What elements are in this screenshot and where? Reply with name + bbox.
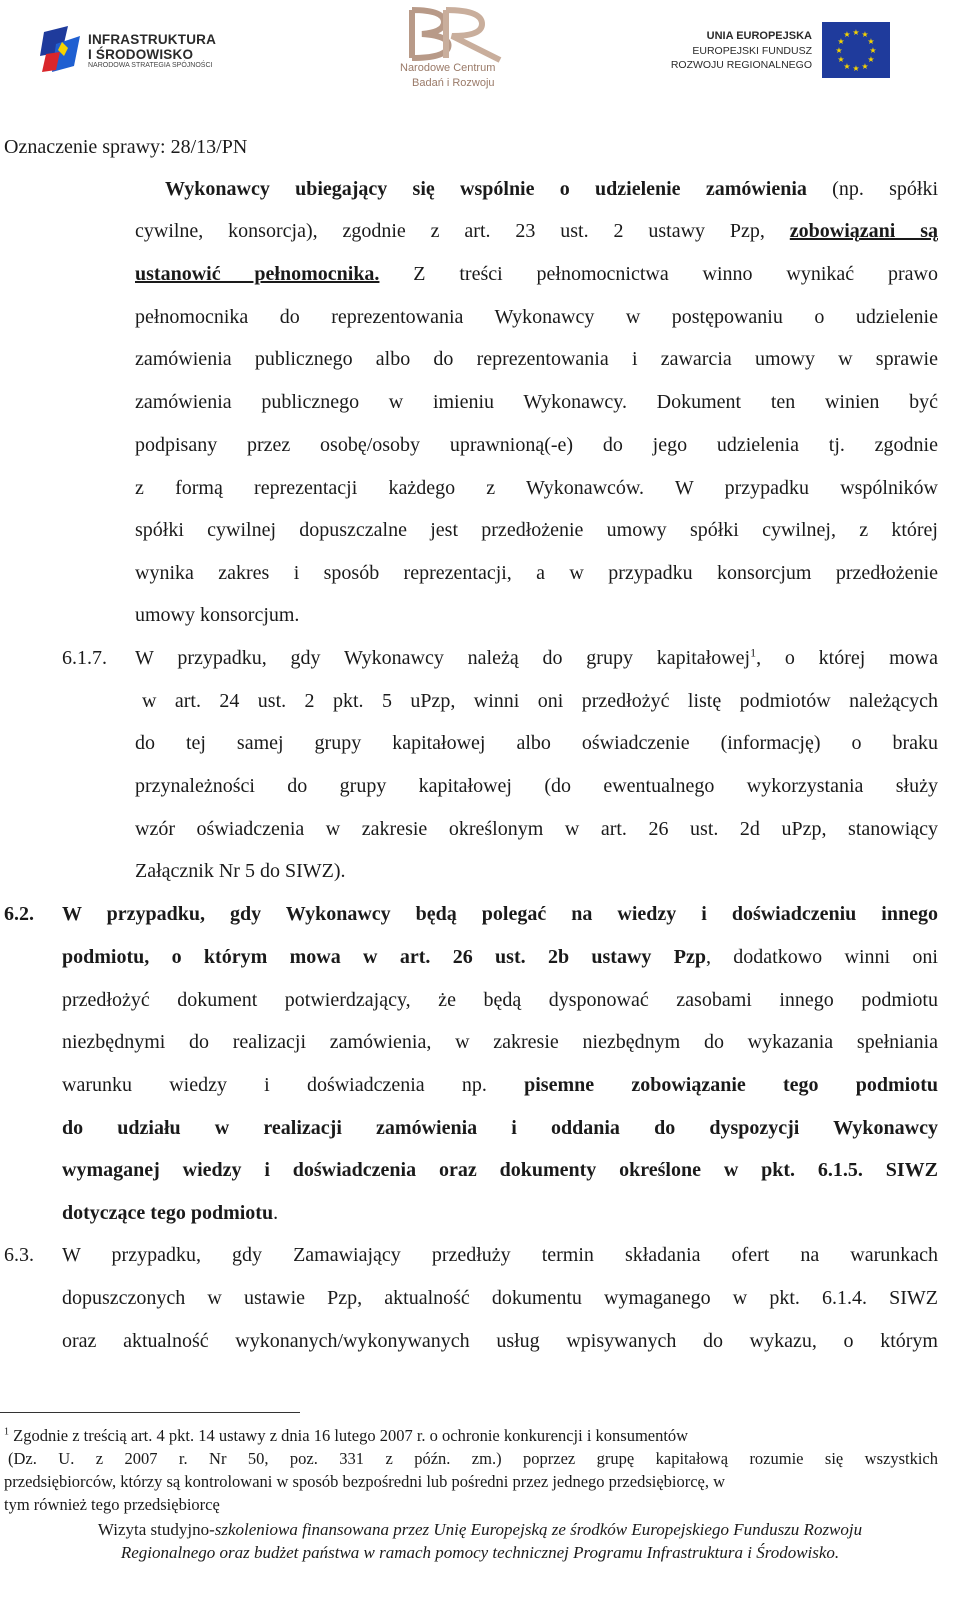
p3-l8-bold: dotyczące tego podmiotu	[62, 1202, 274, 1224]
p2-line6: Załącznik Nr 5 do SIWZ).	[135, 860, 346, 882]
footnote-line2: (Dz. U. z 2007 r. Nr 50, poz. 331 z późn. zm.) poprzez grupę kapitałową rozumie się wszystkich	[8, 1449, 938, 1468]
p2-number: 6.1.7.	[62, 647, 107, 669]
logo-left-line3: NARODOWA STRATEGIA SPÓJNOŚCI	[88, 62, 213, 69]
footnote-separator	[0, 1412, 300, 1413]
logo-right-line1: UNIA EUROPEJSKA	[706, 30, 812, 42]
svg-text:★: ★	[867, 37, 875, 46]
header-logos	[0, 0, 960, 110]
svg-text:★: ★	[867, 55, 875, 64]
ncbr-logo	[360, 4, 540, 100]
p2-l1-a: W przypadku, gdy Wykonawcy należą do grupy kapitałowej	[135, 647, 751, 669]
infrastruktura-logo	[38, 20, 238, 80]
logo-mid-line1: Narodowe Centrum	[400, 62, 496, 74]
footnote-ref-1: 1	[750, 645, 757, 660]
p3-line4: niezbędnymi do realizacji zamówienia, w zakresie niezbędnym do wykazania spełniania	[62, 1031, 938, 1053]
svg-text:★: ★	[852, 28, 860, 37]
svg-text:★: ★	[852, 64, 860, 73]
p3-l5-b: pisemne zobowiązanie tego podmiotu	[524, 1074, 939, 1096]
footnote-l1-text: Zgodnie z treścią art. 4 pkt. 14 ustawy z dnia 16 lutego 2007 r. o ochronie konkurencji i konsumentów	[9, 1426, 689, 1445]
logo-mid-line2: Badań i Rozwoju	[412, 77, 495, 89]
p1-l3-a: ustanowić pełnomocnika.	[135, 263, 380, 285]
p4-line3: oraz aktualność wykonanych/wykonywanych usług wpisywanych do wykazu, o którym	[62, 1330, 938, 1352]
footnote-line1	[4, 1425, 938, 1447]
p2-line4: przynależności do grupy kapitałowej (do ewentualnego wykorzystania służy	[135, 775, 938, 797]
p1-l1-rest: (np. spółki	[806, 178, 938, 200]
p1-line8: z formą reprezentacji każdego z Wykonawców. W przypadku wspólników	[135, 477, 938, 499]
logo-left-line1: INFRASTRUKTURA	[88, 32, 217, 47]
p3-line7: wymaganej wiedzy i doświadczenia oraz dokumenty określone w pkt. 6.1.5. SIWZ	[62, 1159, 938, 1181]
p1-l2-a: cywilne, konsorcja), zgodnie z art. 23 ust. 2 ustawy Pzp,	[135, 220, 790, 242]
svg-text:★: ★	[843, 62, 851, 71]
svg-text:★: ★	[869, 46, 877, 55]
svg-text:★: ★	[837, 37, 845, 46]
p3-line8	[62, 1198, 278, 1228]
p3-l2-bold: podmiotu, o którym mowa w art. 26 ust. 2b ustawy Pzp	[62, 946, 706, 968]
p1-l1-bold: Wykonawcy ubiegający się wspólnie o udzielenie zamówienia	[165, 178, 807, 200]
p1-l2-b: zobowiązani są	[789, 220, 938, 242]
footnote-line4: tym również tego przedsiębiorcę	[4, 1495, 220, 1514]
p1-l3-b: Z treści pełnomocnictwa winno wynikać prawo	[379, 263, 938, 285]
p4-line1: W przypadku, gdy Zamawiający przedłuży termin składania ofert na warunkach	[62, 1244, 938, 1266]
p3-line1: W przypadku, gdy Wykonawcy będą polegać na wiedzy i doświadczeniu innego	[62, 903, 938, 925]
p2-l1-b: , o której mowa	[756, 647, 939, 669]
p3-l8-dot: .	[273, 1202, 279, 1224]
footer-l1-a: Wizyta studyjno-	[97, 1520, 215, 1539]
eu-logo	[640, 20, 890, 82]
svg-text:★: ★	[861, 62, 869, 71]
p1-line2	[135, 216, 938, 246]
p3-line3: przedłożyć dokument potwierdzający, że będą dysponować zasobami innego podmiotu	[62, 989, 938, 1011]
p2-line2: w art. 24 ust. 2 pkt. 5 uPzp, winni oni przedłożyć listę podmiotów należących	[142, 690, 938, 712]
svg-text:★: ★	[843, 30, 851, 39]
svg-text:★: ★	[835, 46, 843, 55]
p1-line4: pełnomocnika do reprezentowania Wykonawcy w postępowaniu o udzielenie	[135, 306, 938, 328]
p2-line3: do tej samej grupy kapitałowej albo oświadczenie (informację) o braku	[135, 732, 938, 754]
p3-line6: do udziału w realizacji zamówienia i oddania do dyspozycji Wykonawcy	[62, 1117, 938, 1139]
p1-line1	[165, 174, 938, 204]
p3-number: 6.2.	[4, 903, 34, 925]
footnote-mark: 1	[4, 1426, 9, 1438]
eu-flag-icon	[822, 22, 890, 78]
p3-line5	[62, 1070, 938, 1100]
svg-text:★: ★	[837, 55, 845, 64]
infrastruktura-emblem-icon	[38, 22, 88, 77]
p2-line1	[135, 643, 938, 673]
p1-line7: podpisany przez osobę/osoby uprawnioną(-e) do jego udzielenia tj. zgodnie	[135, 434, 938, 456]
case-reference: Oznaczenie sprawy: 28/13/PN	[4, 136, 248, 158]
p1-line9: spółki cywilnej dopuszczalne jest przedłożenie umowy spółki cywilnej, z której	[135, 519, 938, 541]
logo-left-line2: I ŚRODOWISKO	[88, 47, 194, 62]
logo-right-line2: EUROPEJSKI FUNDUSZ	[692, 45, 812, 57]
p4-number: 6.3.	[4, 1244, 34, 1266]
p3-l5-a: warunku wiedzy i doświadczenia np.	[62, 1074, 525, 1096]
p1-line11: umowy konsorcjum.	[135, 604, 300, 626]
ncbr-br-monogram-icon	[382, 4, 522, 64]
footnote-line3: przedsiębiorców, którzy są kontrolowani w sposób bezpośredni lub pośredni przez jednego przedsiębiorcę, w	[4, 1472, 726, 1491]
p3-line2	[62, 942, 938, 972]
footer-l1-b: szkoleniowa finansowana przez Unię Europejską ze środków Europejskiego Funduszu Rozwoju	[214, 1520, 863, 1539]
p1-line6: zamówienia publicznego w imieniu Wykonawcy. Dokument ten winien być	[135, 391, 938, 413]
page-footer-line2: Regionalnego oraz budżet państwa w ramach pomocy technicznej Programu Infrastruktura i Środowisko.	[120, 1543, 840, 1562]
p1-line3	[135, 259, 938, 289]
page-footer-line1	[0, 1519, 960, 1541]
svg-text:★: ★	[861, 30, 869, 39]
logo-right-line3: ROZWOJU REGIONALNEGO	[670, 59, 812, 71]
p4-line2: dopuszczonych w ustawie Pzp, aktualność dokumentu wymaganego w pkt. 6.1.4. SIWZ	[62, 1287, 938, 1309]
p3-l2-rest: , dodatkowo winni oni	[705, 946, 938, 968]
p1-line10: wynika zakres i sposób reprezentacji, a w przypadku konsorcjum przedłożenie	[135, 562, 938, 584]
p1-line5: zamówienia publicznego albo do reprezentowania i zawarcia umowy w sprawie	[135, 348, 938, 370]
p2-line5: wzór oświadczenia w zakresie określonym w art. 26 ust. 2d uPzp, stanowiący	[135, 818, 938, 840]
